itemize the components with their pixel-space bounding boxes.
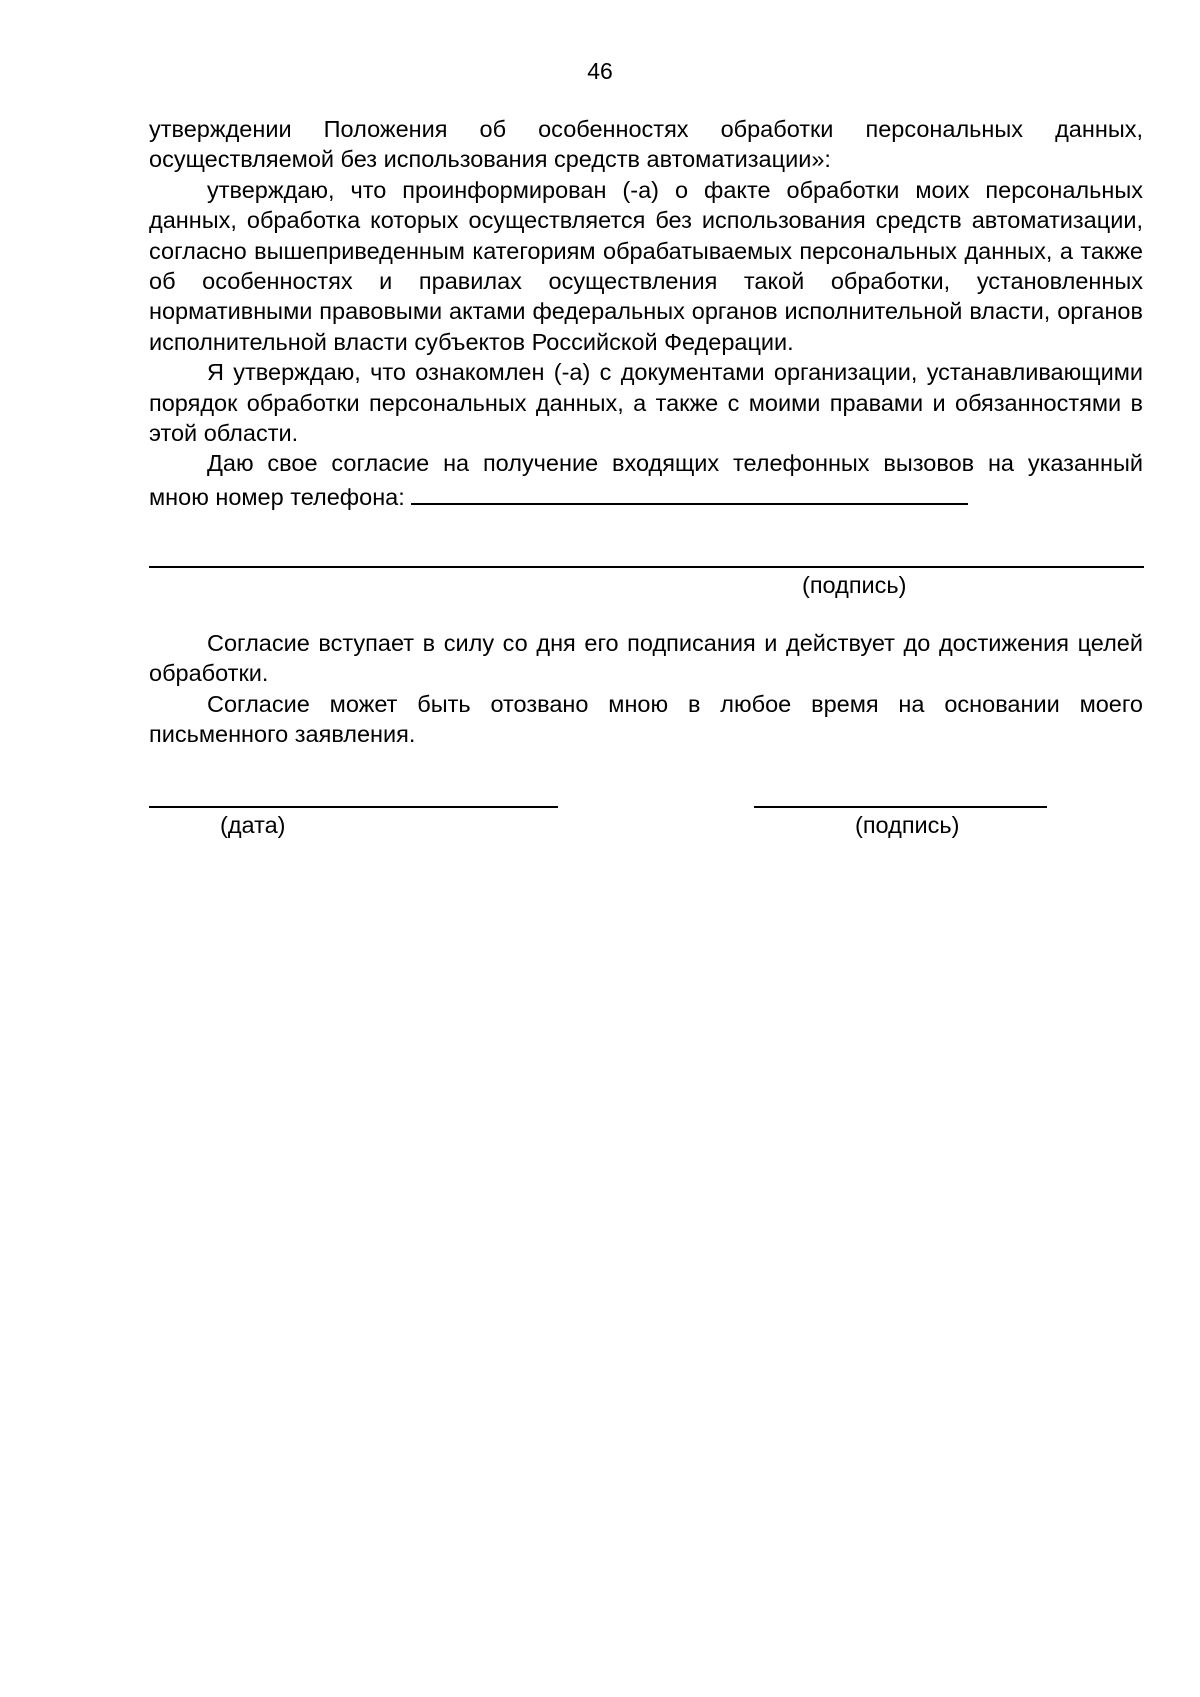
consent-text-block — [149, 114, 1143, 512]
date-caption: (дата) — [220, 812, 286, 838]
paragraph-acquainted-statement: Я утверждаю, что ознакомлен (-а) с документами организации, устанавливающими порядок обработки персональных данных, а также с моими правами и обязанностями в этой области. — [149, 359, 1143, 447]
paragraph-informed-statement: утверждаю, что проинформирован (-а) о факте обработки моих персональных данных, обработка которых осуществляется без использования средств автоматизации, согласно вышеприведенным категориям обрабатываемых персональных данных, а также об особенностях и правилах осуществления такой обработки, установленных нормативными правовыми актами федеральных органов исполнительной власти, органов исполнительной власти субъектов Российской Федерации. — [149, 176, 1143, 355]
phone-number-field[interactable] — [411, 479, 968, 505]
paragraph-regulation-reference: утверждении Положения об особенностях обработки персональных данных, осуществляемой без использования средств автоматизации»: — [149, 116, 1143, 173]
date-line[interactable] — [149, 806, 558, 808]
signature-line-1[interactable] — [149, 566, 1144, 568]
validity-text-block — [149, 628, 1143, 750]
paragraph-validity: Согласие вступает в силу со дня его подписания и действует до достижения целей обработки. — [149, 630, 1143, 687]
paragraph-phone-consent — [149, 448, 1143, 512]
signature-line-2[interactable] — [754, 806, 1047, 808]
page-number: 46 — [587, 58, 613, 84]
paragraph-revocation: Согласие может быть отозвано мною в любое время на основании моего письменного заявления. — [149, 690, 1143, 748]
signature-caption-1: (подпись) — [802, 572, 907, 598]
phone-consent-text: Даю свое согласие на получение входящих телефонных вызовов на указанный мною номер телефона: — [149, 450, 1143, 510]
signature-caption-2: (подпись) — [855, 812, 960, 838]
